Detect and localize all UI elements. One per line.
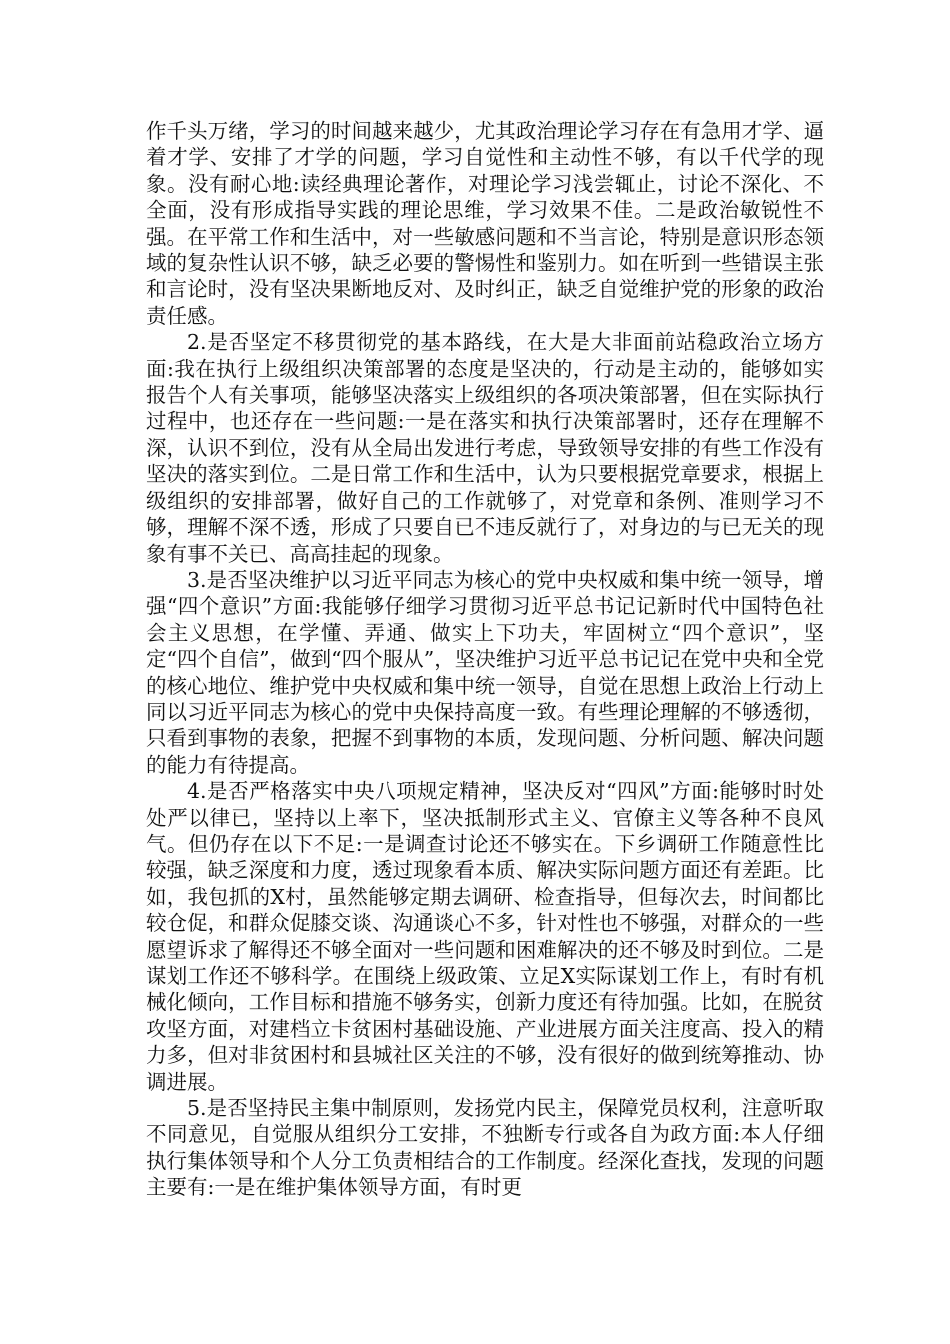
paragraph-continuation: 作千头万绪，学习的时间越来越少，尤其政治理论学习存在有急用才学、逼着才学、安排了才学的问题，学习自觉性和主动性不够，有以千代学的现象。没有耐心地:读经典理论著作，对理论学习浅尝辄止，讨论不深化、不全面，没有形成指导实践的理论思维，学习效果不佳。二是政治敏锐性不强。在平常工作和生活中，对一些敏感问题和不当言论，特别是意识形态领域的复杂性认识不够，缺乏必要的警惕性和鉴别力。如在听到一些错误主张和言论时，没有坚决果断地反对、及时纠正，缺乏自觉维护党的形象的政治责任感。 — [146, 119, 824, 328]
paragraph-item-4: 4.是否严格落实中央八项规定精神，坚决反对“四风”方面:能够时时处处严以律已，坚持以上率下，坚决抵制形式主义、官僚主义等各种不良风气。但仍存在以下不足:一是调查讨论还不够实在。下乡调研工作随意性比较强，缺乏深度和力度，透过现象看本质、解决实际问题方面还有差距。比如，我包抓的X村，虽然能够定期去调研、检查指导，但每次去，时间都比较仓促，和群众促膝交谈、沟通谈心不多，针对性也不够强，对群众的一些愿望诉求了解得还不够全面对一些问题和困难解决的还不够及时到位。二是谋划工作还不够科学。在围绕上级政策、立足X实际谋划工作上，有时有机械化倾向，工作目标和措施不够务实，创新力度还有待加强。比如，在脱贫攻坚方面，对建档立卡贫困村基础设施、产业进展方面关注度高、投入的精力多，但对非贫困村和县城社区关注的不够，没有很好的做到统筹推动、协调进展。 — [146, 779, 824, 1094]
paragraph-item-5: 5.是否坚持民主集中制原则，发扬党内民主，保障党员权利，注意听取不同意见，自觉服从组织分工安排，不独断专行或各自为政方面:本人仔细执行集体领导和个人分工负责相结合的工作制度。经深化查找，发现的问题主要有:一是在维护集体领导方面，有时更 — [146, 1096, 824, 1200]
document-body — [146, 118, 824, 1201]
paragraph-item-3: 3.是否坚决维护以习近平同志为核心的党中央权威和集中统一领导，增强“四个意识”方面:我能够仔细学习贯彻习近平总书记记新时代中国特色社会主义思想，在学懂、弄通、做实上下功夫，牢固树立“四个意识”，坚定“四个自信”，做到“四个服从”，坚决维护习近平总书记记在党中央和全党的核心地位、维护党中央权威和集中统一领导，自觉在思想上政治上行动上同以习近平同志为核心的党中央保持高度一致。有些理论理解的不够透彻，只看到事物的表象，把握不到事物的本质，发现问题、分析问题、解决问题的能力有待提高。 — [146, 567, 824, 777]
paragraph-item-2: 2.是否坚定不移贯彻党的基本路线，在大是大非面前站稳政治立场方面:我在执行上级组织决策部署的态度是坚决的，行动是主动的，能够如实报告个人有关事项，能够坚决落实上级组织的各项决策部署，但在实际执行过程中，也还存在一些问题:一是在落实和执行决策部署时，还存在理解不深，认识不到位，没有从全局出发进行考虑，导致领导安排的有些工作没有坚决的落实到位。二是日常工作和生活中，认为只要根据党章要求，根据上级组织的安排部署，做好自己的工作就够了，对党章和条例、准则学习不够，理解不深不透，形成了只要自已不违反就行了，对身边的与已无关的现象有事不关已、高高挂起的现象。 — [146, 330, 824, 566]
